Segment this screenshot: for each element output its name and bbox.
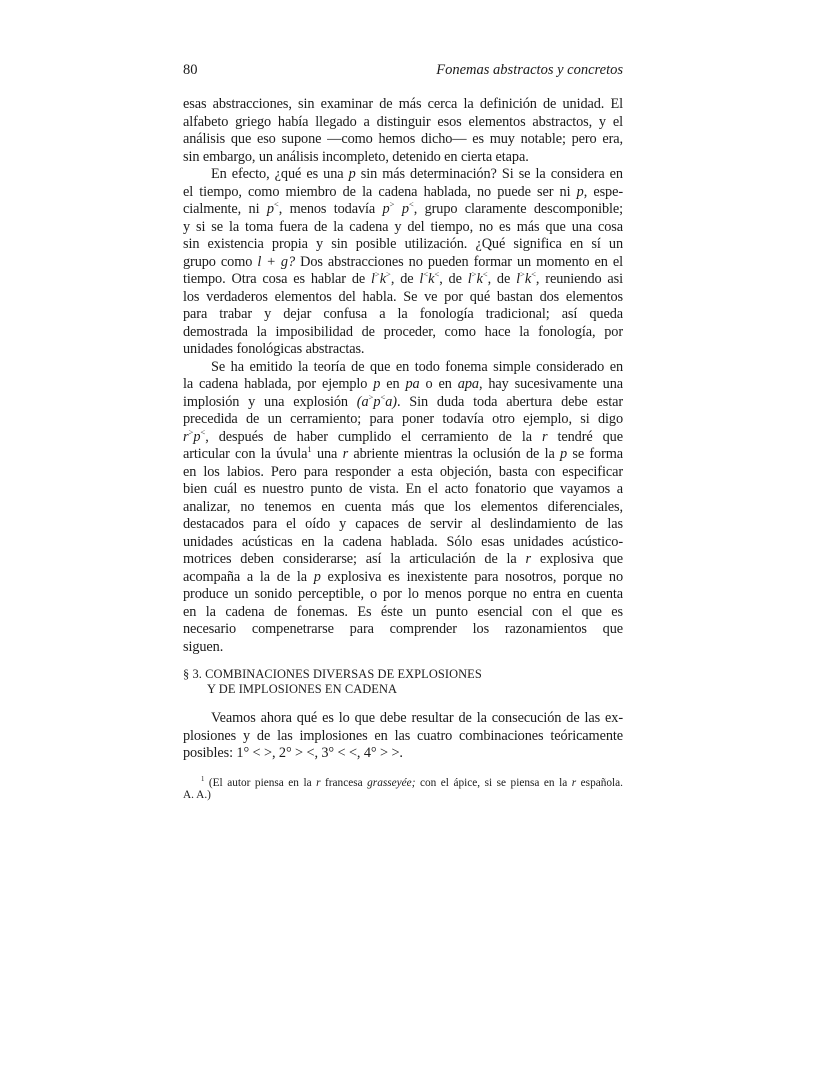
paragraph xyxy=(183,359,623,657)
text-line xyxy=(183,777,623,790)
text-run: (El autor piensa en la xyxy=(204,776,317,789)
italic-run: l xyxy=(467,271,472,287)
superscript-notation: > xyxy=(374,269,380,280)
text-line xyxy=(183,499,623,517)
superscript-notation: > xyxy=(188,426,194,437)
italic-run: l + g? xyxy=(257,253,296,270)
text-run: sin embargo, un análisis incompleto, detenido en cierta etapa. xyxy=(183,148,529,165)
text-run: sin más determinación? Si se la considera en xyxy=(355,166,623,182)
text-run: bien cuál es nuestro punto de vista. En el acto fonatorio que vayamos a xyxy=(183,481,623,497)
paragraph xyxy=(183,166,623,359)
text-run: Se ha emitido la teoría de que en todo fonema simple considerado en xyxy=(211,358,623,375)
text-run: necesario compenetrarse para comprender los razonamientos que xyxy=(183,621,623,637)
text-line xyxy=(183,131,623,149)
text-run: siguen. xyxy=(183,638,224,655)
text-line xyxy=(183,341,623,359)
superscript-notation: > xyxy=(471,269,477,280)
superscript-notation: < xyxy=(380,391,386,402)
text-line xyxy=(183,166,623,184)
text-run: tiempo. Otra cosa es hablar de xyxy=(183,271,372,287)
italic-run: l xyxy=(516,271,520,287)
text-run: la cadena hablada, por ejemplo xyxy=(183,376,374,392)
text-run: una xyxy=(311,446,343,462)
italic-run: l xyxy=(419,271,424,287)
text-run: en los labios. Pero para responder a esta objeción, basta con especificar xyxy=(183,463,623,480)
italic-run: r xyxy=(525,551,532,567)
text-column xyxy=(183,62,623,802)
text-run: el tiempo, como miembro de la cadena hablada, no puede ser ni xyxy=(183,183,577,200)
italic-run: p xyxy=(373,376,381,392)
italic-run: p xyxy=(373,393,381,410)
text-line xyxy=(183,728,623,746)
text-line xyxy=(183,324,623,342)
italic-run: p xyxy=(576,183,584,200)
italic-run: k xyxy=(476,271,483,287)
paragraph xyxy=(183,96,623,166)
text-run: , de xyxy=(487,271,517,287)
text-run: abriente mientras la oclusión de la xyxy=(348,446,560,462)
text-run: con el ápice, si se piensa en la xyxy=(415,776,572,789)
page-header xyxy=(183,62,623,79)
text-run: unidades acústicas en la cadena hablada. Sólo esas unidades acústico- xyxy=(183,533,623,550)
text-line xyxy=(183,376,623,394)
text-run: Veamos ahora qué es lo que debe resultar de la consecución de las ex- xyxy=(211,710,623,726)
body-paragraphs xyxy=(183,96,623,656)
text-line xyxy=(183,184,623,202)
italic-run: r xyxy=(316,776,321,789)
section-heading xyxy=(183,667,623,697)
italic-run: apa xyxy=(457,376,479,392)
text-run: posibles: 1° < >, 2° > <, 3° < <, 4° > >. xyxy=(183,745,403,761)
text-run: plosiones y de las implosiones en las cuatro combinaciones teóricamente xyxy=(183,727,623,744)
text-line xyxy=(183,551,623,569)
italic-run: a) xyxy=(385,393,397,410)
text-run: explosiva es inexistente para nosotros, porque no xyxy=(320,568,623,585)
italic-run: pa xyxy=(405,376,420,392)
italic-run: (a xyxy=(356,393,369,410)
italic-run: r xyxy=(571,776,577,789)
text-line xyxy=(183,426,623,447)
text-run: , de xyxy=(390,271,420,287)
paragraph xyxy=(183,777,623,802)
text-run: unidades fonológicas abstractas. xyxy=(183,341,365,357)
text-line xyxy=(183,516,623,534)
text-line xyxy=(183,621,623,639)
italic-run: k xyxy=(428,271,435,287)
superscript-notation: > xyxy=(389,199,395,210)
superscript-notation: < xyxy=(423,269,429,280)
text-line xyxy=(183,201,623,219)
text-run: esas abstracciones, sin examinar de más cerca la definición de unidad. El xyxy=(183,96,623,112)
text-run: articular con la úvula xyxy=(183,446,308,462)
text-line xyxy=(183,481,623,499)
text-run: destacados para el oído y capaces de servir al deslindamiento de las xyxy=(183,516,623,532)
text-run: produce un sonido perceptible, o por lo menos porque no entra en cuenta xyxy=(183,586,623,602)
superscript-notation: < xyxy=(273,199,279,210)
lower-paragraphs xyxy=(183,710,623,802)
text-line xyxy=(183,710,623,728)
italic-run: k xyxy=(524,271,532,287)
text-run: cialmente, ni xyxy=(183,201,267,217)
text-run: tendré que xyxy=(547,428,623,445)
italic-run: r xyxy=(183,428,189,445)
text-line xyxy=(183,639,623,657)
text-run xyxy=(394,201,401,217)
superscript-notation: 1 xyxy=(201,775,205,783)
text-run: para trabar y dejar confusa a la fonología tradicional; así queda xyxy=(183,306,623,322)
superscript-notation: < xyxy=(531,269,536,280)
text-run: en xyxy=(380,376,406,392)
italic-run: grasseyée; xyxy=(367,776,416,789)
text-run: motrices deben considerarse; así la articulación de la xyxy=(183,551,526,567)
text-line xyxy=(183,745,623,763)
text-run: demostrada la imposibilidad de proceder, como hace la fonología, por xyxy=(183,323,623,340)
text-line xyxy=(183,114,623,132)
section-heading-line2: Y DE IMPLOSIONES EN CADENA xyxy=(207,682,398,696)
text-line xyxy=(183,569,623,587)
italic-run: r xyxy=(342,446,349,462)
text-run: se forma xyxy=(567,446,624,462)
text-run: , hay sucesivamente una xyxy=(478,376,623,392)
text-run: , grupo claramente descomponible; xyxy=(413,201,623,217)
text-run: , de xyxy=(439,271,468,287)
italic-run: p xyxy=(382,201,390,217)
superscript-notation: > xyxy=(368,391,374,402)
text-run: , reuniendo asi xyxy=(535,271,624,287)
text-line xyxy=(183,789,623,802)
italic-run: p xyxy=(313,568,321,585)
text-run: y si se la toma fuera de la cadena y del tiempo, no es más que una cosa xyxy=(183,218,623,235)
text-line xyxy=(183,446,623,464)
text-run: precedida de un cerramiento; para poner todavía otro ejemplo, si digo xyxy=(183,411,623,427)
superscript-notation: < xyxy=(482,269,488,280)
page-number: 80 xyxy=(183,62,198,78)
text-run: A. A.) xyxy=(183,789,211,801)
superscript-notation: 1 xyxy=(307,444,312,455)
text-line xyxy=(183,254,623,272)
italic-run: k xyxy=(379,271,386,287)
superscript-notation: < xyxy=(408,199,414,210)
superscript-notation: < xyxy=(200,426,206,437)
text-line xyxy=(183,96,623,114)
italic-run: l xyxy=(371,271,375,287)
text-run: en la cadena de fonemas. Es éste un punto esencial con el que es xyxy=(183,603,623,620)
text-line xyxy=(183,271,623,289)
text-line xyxy=(183,149,623,167)
text-line xyxy=(183,586,623,604)
section-heading-line1: § 3. COMBINACIONES DIVERSAS DE EXPLOSIONES xyxy=(183,667,482,681)
text-run: los verdaderos elementos del habla. Se ve por qué bastan dos elementos xyxy=(183,288,623,305)
text-run: española. xyxy=(576,776,624,789)
text-run: explosiva que xyxy=(531,551,623,567)
text-run: , después de haber cumplido el cerramiento de la xyxy=(205,428,542,445)
superscript-notation: < xyxy=(434,269,440,280)
italic-run: p xyxy=(401,201,409,217)
text-run: , espe- xyxy=(583,183,623,200)
superscript-notation: > xyxy=(386,269,391,280)
text-run: sin existencia propia y sin posible utilización. ¿Qué significa en sí un xyxy=(183,236,623,252)
text-run: Dos abstracciones no pueden formar un momento en el xyxy=(295,253,624,270)
text-line xyxy=(183,219,623,237)
text-line xyxy=(183,359,623,377)
text-run: francesa xyxy=(320,776,368,789)
text-line xyxy=(183,236,623,254)
text-run: . Sin duda toda abertura debe estar xyxy=(396,393,624,410)
text-run: En efecto, ¿qué es una xyxy=(211,166,349,182)
text-line xyxy=(183,411,623,429)
text-line xyxy=(183,534,623,552)
text-line xyxy=(183,289,623,307)
italic-run: p xyxy=(560,446,568,462)
text-line xyxy=(183,604,623,622)
text-run: o en xyxy=(419,376,458,392)
running-title: Fonemas abstractos y concretos xyxy=(436,62,623,78)
text-line xyxy=(183,391,624,412)
text-run: analizar, no tenemos en cuenta más que los elementos diferenciales, xyxy=(183,498,623,515)
text-run: implosión y una explosión xyxy=(183,393,357,410)
italic-run: r xyxy=(541,428,548,445)
text-line xyxy=(183,464,623,482)
paragraph xyxy=(183,710,623,763)
text-run: análisis que eso supone —como hemos dicho— es muy notable; pero era, xyxy=(183,131,623,147)
text-run: , menos todavía xyxy=(278,201,383,217)
text-run: grupo como xyxy=(183,253,258,270)
text-run: alfabeto griego había llegado a distinguir esos elementos abstractos, y el xyxy=(183,113,623,130)
text-line xyxy=(183,306,623,324)
italic-run: p xyxy=(193,428,201,445)
superscript-notation: > xyxy=(519,269,525,280)
italic-run: p xyxy=(348,166,356,182)
text-run: acompaña a la de la xyxy=(183,568,314,585)
italic-run: p xyxy=(266,201,274,217)
